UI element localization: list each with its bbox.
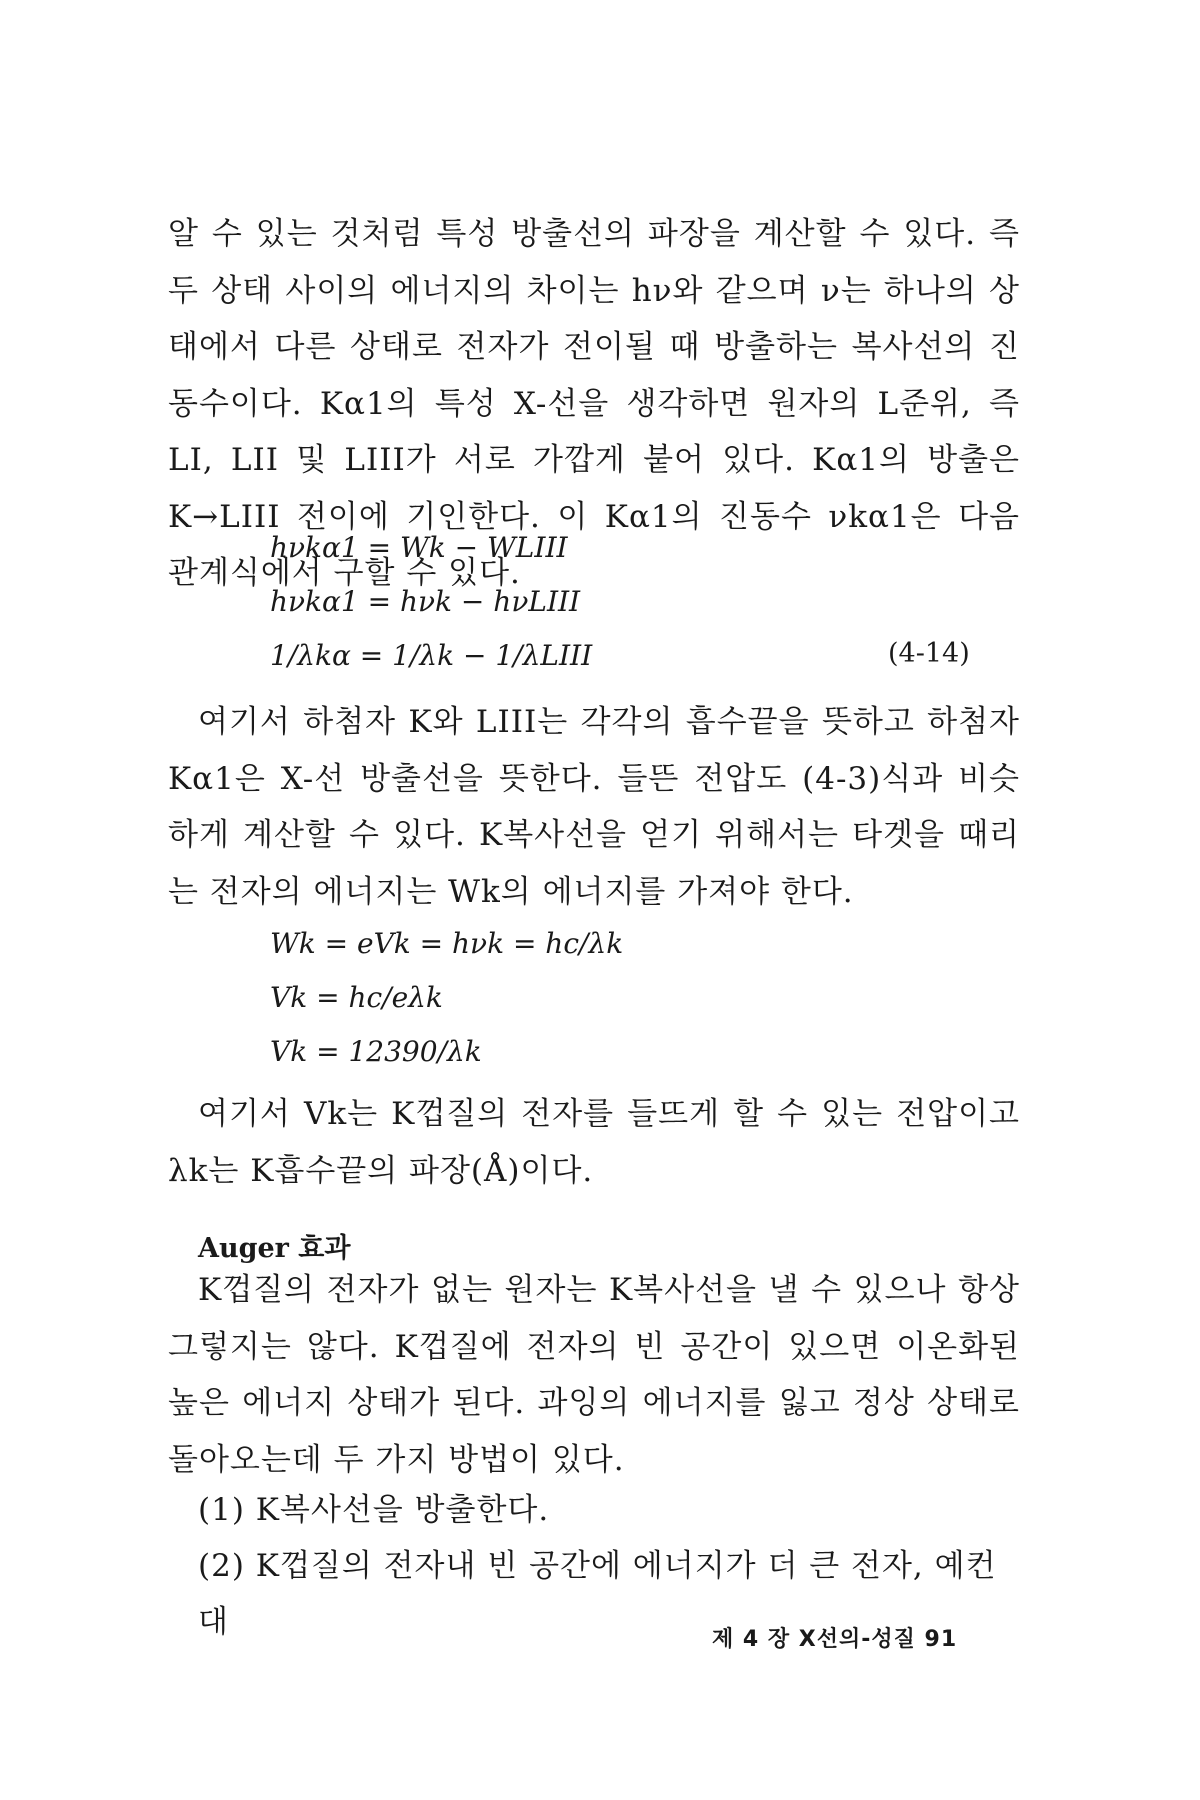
paragraph-voltage-definition: 여기서 Vk는 K껍질의 전자를 들뜨게 할 수 있는 전압이고 λk는 K흡수끝의 파장(Å)이다. bbox=[168, 1096, 1020, 1189]
equation-frequency-difference: hνkα1 = hνk − hνLIII bbox=[270, 585, 581, 618]
section-heading-auger: Auger 효과 bbox=[198, 1233, 351, 1264]
equation-energy-difference: hνkα1 = Wk − WLIII bbox=[270, 531, 568, 564]
paragraph-auger-intro: K껍질의 전자가 없는 원자는 K복사선을 낼 수 있으나 항상 그렇지는 않다. K껍질에 전자의 빈 공간이 있으면 이온화된 높은 에너지 상태가 된다. 과잉의 에너지를 잃고 정상 상태로 돌아오는데 두 가지 방법이 있다. bbox=[168, 1272, 1020, 1478]
paragraph-emission-wavelength: 알 수 있는 것처럼 특성 방출선의 파장을 계산할 수 있다. 즉 두 상태 사이의 에너지의 차이는 hν와 같으며 ν는 하나의 상태에서 다른 상태로 전자가 전이될 때 방출하는 복사선의 진동수이다. Kα1의 특성 X-선을 생각하면 원자의 L준위, 즉 LI, LII 및 LIII가 서로 가깝게 붙어 있다. Kα1의 방출은 K→LIII 전이에 기인한다. 이 Kα1의 진동수 νkα1은 다음 관계식에서 구할 수 있다. bbox=[168, 216, 1020, 591]
list-item-1: (1) K복사선을 방출한다. bbox=[198, 1492, 550, 1528]
equation-wavelength-relation: 1/λkα = 1/λk − 1/λLIII bbox=[270, 639, 593, 672]
running-footer: 제 4 장 X선의-성질 91 bbox=[712, 1627, 958, 1652]
list-item-2: (2) K껍질의 전자내 빈 공간에 에너지가 더 큰 전자, 예컨대 bbox=[198, 1548, 997, 1640]
equation-excitation-energy: Wk = eVk = hνk = hc/λk bbox=[270, 927, 624, 960]
equation-number: (4-14) bbox=[888, 638, 970, 669]
paragraph-subscript-explanation: 여기서 하첨자 K와 LIII는 각각의 흡수끝을 뜻하고 하첨자 Kα1은 X-선 방출선을 뜻한다. 들뜬 전압도 (4-3)식과 비슷하게 계산할 수 있다. K복사선을 얻기 위해서는 타겟을 때리는 전자의 에너지는 Wk의 에너지를 가져야 한다. bbox=[168, 704, 1020, 910]
equation-excitation-voltage: Vk = hc/eλk bbox=[270, 981, 443, 1014]
equation-excitation-voltage-numeric: Vk = 12390/λk bbox=[270, 1035, 482, 1068]
